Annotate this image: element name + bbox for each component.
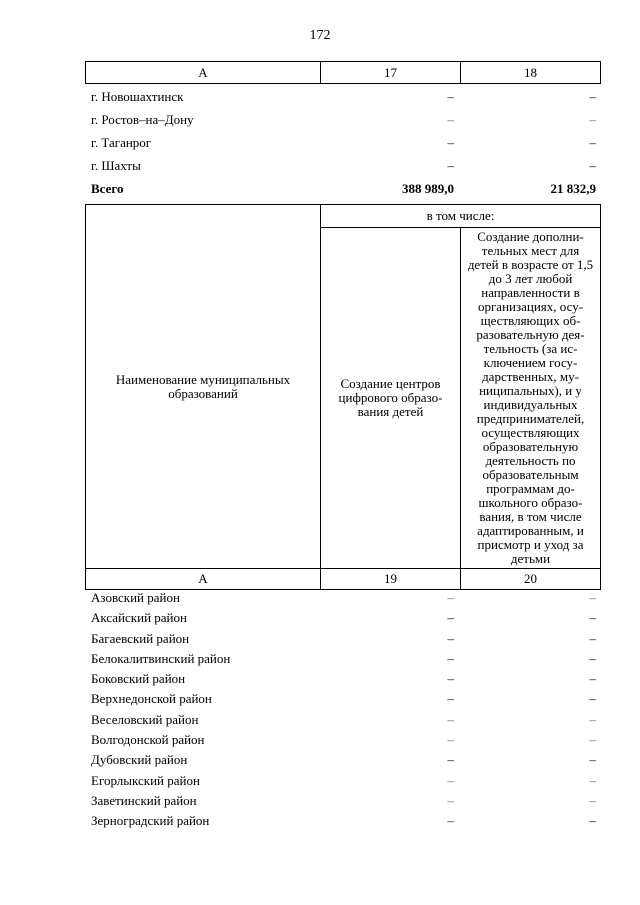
row-value-18: – — [589, 112, 596, 127]
col-18-header: 18 — [461, 62, 601, 84]
row-value-20: – — [589, 650, 596, 666]
row-value-20: – — [589, 711, 596, 727]
municipality-name-header: Наименование муниципальных образований — [86, 205, 321, 569]
table-row — [85, 730, 600, 750]
table-row — [85, 131, 600, 154]
table-row — [85, 608, 600, 628]
row-value-19: – — [447, 671, 454, 687]
row-value-19: – — [447, 792, 454, 808]
col-19-description: Создание центров цифрового образо-вания детей — [321, 228, 461, 569]
row-name: Зерноградский район — [91, 813, 210, 829]
row-name: г. Таганрог — [91, 135, 152, 150]
row-value-19: – — [447, 752, 454, 768]
row-value-19: – — [447, 590, 454, 605]
col-20-header: 20 — [461, 569, 601, 590]
row-name: Верхнедонской район — [91, 691, 212, 707]
row-value-19: – — [447, 691, 454, 707]
row-name: Белокалитвинский район — [91, 650, 231, 666]
row-value-20: – — [589, 610, 596, 626]
row-value-18: – — [589, 158, 596, 173]
col-a-header: А — [86, 569, 321, 590]
row-value-20: – — [589, 691, 596, 707]
row-name: Азовский район — [91, 590, 180, 605]
row-value-19: – — [447, 650, 454, 666]
row-value-19: – — [447, 630, 454, 646]
table-row — [85, 771, 600, 791]
row-name: г. Новошахтинск — [91, 89, 184, 104]
rows-block-1 — [85, 85, 600, 200]
table-row — [85, 791, 600, 811]
table-row — [85, 649, 600, 669]
col-19-header: 19 — [321, 569, 461, 590]
total-value-17: 388 989,0 — [402, 181, 454, 196]
row-name: Волгодонской район — [91, 732, 205, 748]
row-value-17: – — [447, 158, 454, 173]
table-header-2 — [85, 204, 601, 590]
row-name: Дубовский район — [91, 752, 188, 768]
row-value-20: – — [589, 772, 596, 788]
table-row — [85, 689, 600, 709]
row-value-17: – — [447, 89, 454, 104]
col-17-header: 17 — [321, 62, 461, 84]
row-name: г. Ростов–на–Дону — [91, 112, 194, 127]
table-row — [85, 108, 600, 131]
col-20-description: Создание дополни-тельных мест для детей в возрасте от 1,5 до 3 лет любой направленности в организациях, осу-ществляющих об-разовательную дея-тельность (за ис-ключением госу-дарственных, му-ниципальных), и у индивидуальных предпринимателей, осуществляющих образовательную деятельность по образовательным программам до-школьного образо-вания, в том числе адаптированным, и присмотр и уход за детьми — [461, 228, 601, 569]
row-name: г. Шахты — [91, 158, 141, 173]
table-row — [85, 710, 600, 730]
table-row — [85, 629, 600, 649]
row-value-19: – — [447, 732, 454, 748]
table-header-1 — [85, 61, 601, 84]
row-value-20: – — [589, 671, 596, 687]
row-value-19: – — [447, 610, 454, 626]
total-row — [85, 177, 600, 200]
total-label: Всего — [91, 181, 124, 196]
row-value-18: – — [589, 135, 596, 150]
row-value-19: – — [447, 772, 454, 788]
row-name: Аксайский район — [91, 610, 187, 626]
page-number: 172 — [309, 28, 331, 43]
row-name: Заветинский район — [91, 792, 197, 808]
row-value-17: – — [447, 135, 454, 150]
table-row — [85, 154, 600, 177]
row-value-19: – — [447, 813, 454, 829]
in-that-number-header: в том числе: — [321, 205, 601, 228]
row-value-18: – — [589, 89, 596, 104]
row-value-20: – — [589, 732, 596, 748]
row-name: Боковский район — [91, 671, 186, 687]
row-name: Веселовский район — [91, 711, 199, 727]
row-value-17: – — [447, 112, 454, 127]
row-name: Егорлыкский район — [91, 772, 200, 788]
row-name: Багаевский район — [91, 630, 190, 646]
table-row — [85, 669, 600, 689]
table-row — [85, 811, 600, 831]
rows-block-2 — [85, 588, 600, 832]
col-a-header: А — [86, 62, 321, 84]
table-row — [85, 750, 600, 770]
table-row — [85, 85, 600, 108]
row-value-20: – — [589, 792, 596, 808]
row-value-20: – — [589, 590, 596, 605]
row-value-20: – — [589, 752, 596, 768]
row-value-20: – — [589, 630, 596, 646]
table-row — [85, 588, 600, 608]
row-value-19: – — [447, 711, 454, 727]
row-value-20: – — [589, 813, 596, 829]
total-value-18: 21 832,9 — [550, 181, 596, 196]
